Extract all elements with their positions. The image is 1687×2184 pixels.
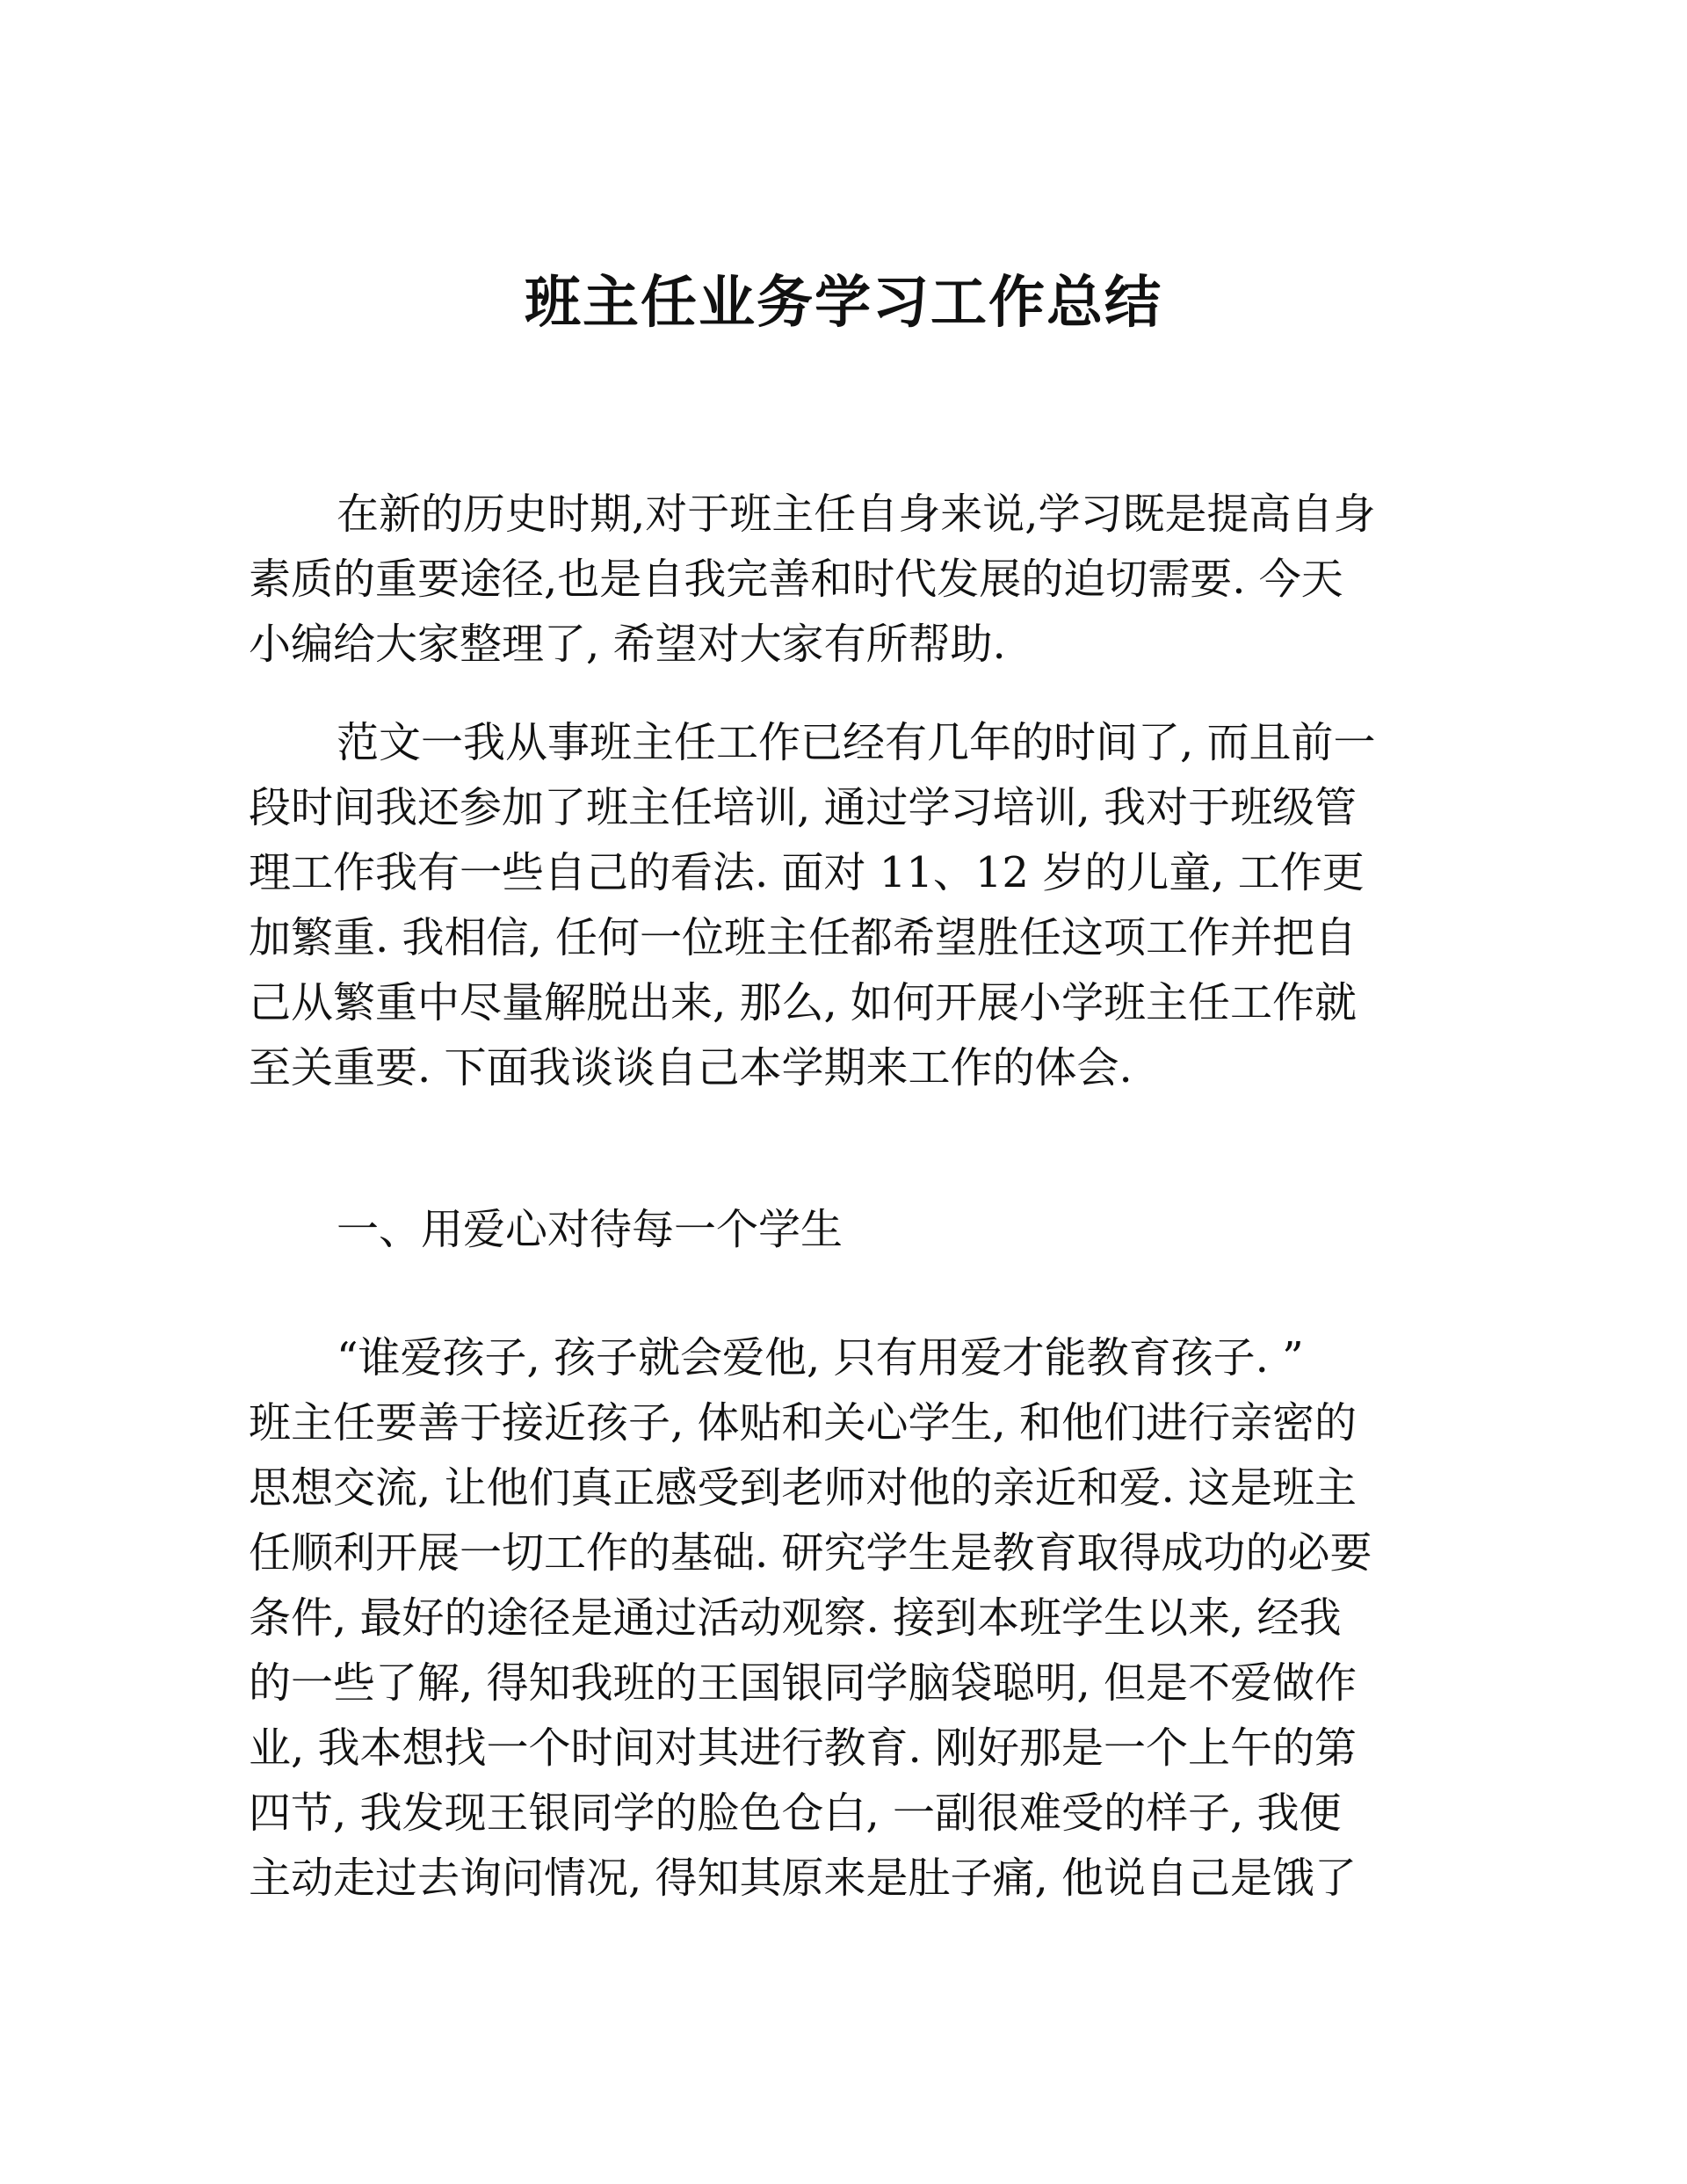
- document-title: 班主任业务学习工作总结: [525, 270, 1162, 336]
- paragraph-4: [249, 1325, 1430, 1911]
- paragraph-line: 班主任要善于接近孩子, 体贴和关心学生, 和他们进行亲密的: [249, 1398, 1358, 1448]
- paragraph-line: 思想交流, 让他们真正感受到老师对他的亲近和爱. 这是班主: [249, 1463, 1358, 1513]
- paragraph-line: “谁爱孩子, 孩子就会爱他, 只有用爱才能教育孩子. ”: [337, 1333, 1304, 1382]
- section-heading-text: 一、用爱心对待每一个学生: [337, 1205, 844, 1254]
- paragraph-line: 条件, 最好的途径是通过活动观察. 接到本班学生以来, 经我: [249, 1593, 1342, 1643]
- section-heading: [249, 1197, 1430, 1262]
- paragraph-line: 范文一我从事班主任工作已经有几年的时间了, 而且前一: [337, 718, 1376, 767]
- paragraph-line: 段时间我还参加了班主任培训, 通过学习培训, 我对于班级管: [249, 783, 1358, 832]
- paragraph-line: 的一些了解, 得知我班的王国银同学脑袋聪明, 但是不爱做作: [249, 1658, 1358, 1708]
- paragraph-line: 在新的历史时期,对于班主任自身来说,学习既是提高自身: [337, 490, 1376, 539]
- paragraph-line: 己从繁重中尽量解脱出来, 那么, 如何开展小学班主任工作就: [249, 978, 1358, 1027]
- paragraph-line: 至关重要. 下面我谈谈自己本学期来工作的体会.: [249, 1043, 1133, 1092]
- paragraph-line: 理工作我有一些自己的看法. 面对 11、12 岁的儿童, 工作更: [249, 848, 1365, 897]
- paragraph-line: 业, 我本想找一个时间对其进行教育. 刚好那是一个上午的第: [249, 1723, 1358, 1773]
- paragraph-line: 素质的重要途径,也是自我完善和时代发展的迫切需要. 今天: [249, 555, 1343, 604]
- paragraph-line: 主动走过去询问情况, 得知其原来是肚子痛, 他说自己是饿了: [249, 1854, 1358, 1903]
- paragraph-line: 任顺利开展一切工作的基础. 研究学生是教育取得成功的必要: [249, 1528, 1372, 1578]
- paragraph-1: [249, 482, 1430, 677]
- paragraph-line: 加繁重. 我相信, 任何一位班主任都希望胜任这项工作并把自: [249, 913, 1358, 962]
- paragraph-line: 四节, 我发现王银同学的脸色仓白, 一副很难受的样子, 我便: [249, 1789, 1342, 1838]
- paragraph-line: 小编给大家整理了, 希望对大家有所帮助.: [249, 620, 1006, 669]
- paragraph-2: [249, 710, 1430, 1100]
